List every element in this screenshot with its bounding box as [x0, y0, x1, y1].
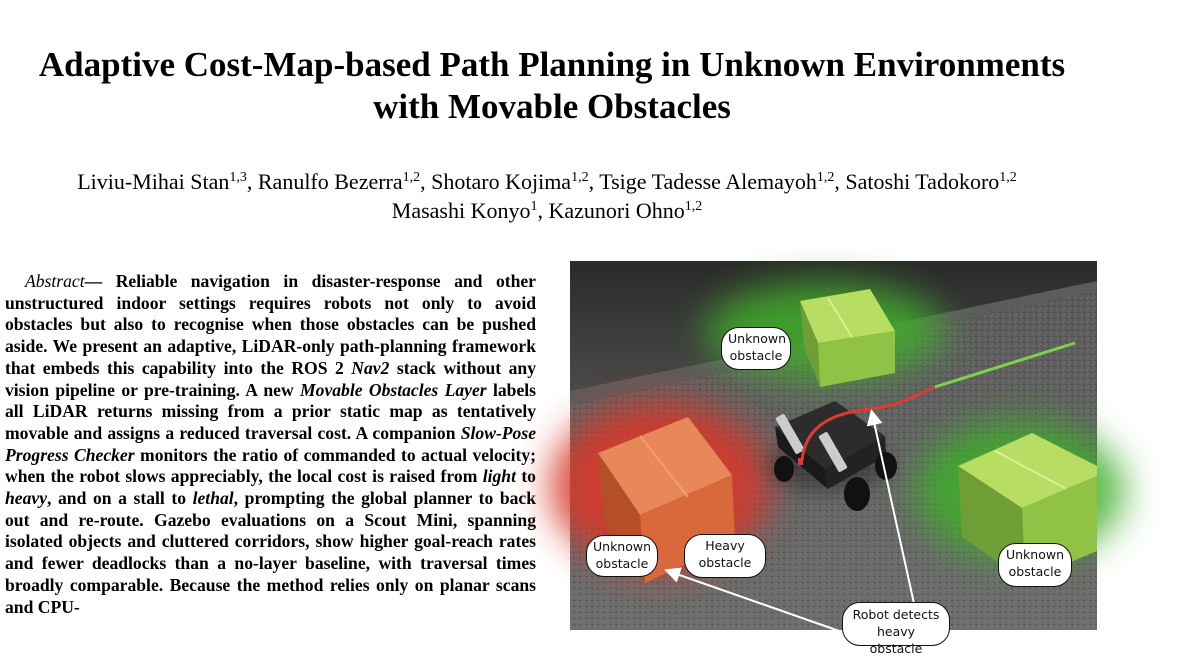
abstract-segment: , and on a stall to [47, 488, 193, 509]
author-name: Liviu-Mihai Stan [77, 169, 230, 194]
author-affiliation: 1,2 [684, 199, 703, 214]
author-name: Kazunori Ohno [548, 198, 685, 223]
callout-text: Heavy obstacle [698, 538, 752, 570]
abstract-segment: labels all LiDAR returns missing from a prior static map as tentatively movable and assigns a reduced traversal cost. A companion [5, 379, 536, 443]
abstract-segment: heavy [5, 488, 48, 509]
author-affiliation: 1,2 [999, 170, 1017, 185]
author-affiliation: 1,3 [229, 170, 247, 185]
author-affiliation: 1,2 [402, 170, 421, 185]
authors-line-2 [0, 196, 1094, 225]
title-line-2: with Movable Obstacles [373, 87, 731, 126]
abstract-segment: light [482, 466, 516, 487]
author-name: Masashi Konyo [391, 198, 531, 223]
author-separator: , [420, 169, 432, 194]
abstract-segment: Slow-Pose Progress Checker [5, 422, 536, 465]
abstract-segment: stack without any vision pipeline or pre-training. A new [5, 357, 536, 400]
author-separator: , [834, 169, 846, 194]
abstract-segment: Reliable navigation in disaster-response and other unstructured indoor settings requires robots not only to avoid obstacles but also to recognise when those obstacles can be pushed aside. We present an adaptive, LiDAR-only path-planning framework that embeds this capability into the ROS 2 [5, 271, 536, 378]
callout-unknown-obstacle-left [586, 535, 658, 577]
author-name: Ranulfo Bezerra [257, 169, 403, 194]
author-separator: , [246, 169, 258, 194]
author-name: Shotaro Kojima [431, 169, 572, 194]
author-affiliation: 1,2 [816, 170, 835, 185]
author-affiliation: 1 [530, 199, 538, 214]
callout-unknown-obstacle-top [721, 327, 791, 370]
abstract-label: Abstract [25, 271, 85, 291]
abstract-segment: Nav2 [351, 357, 390, 378]
abstract-segment: , prompting the global planner to back out and re-route. Gazebo evaluations on a Scout Mini, spanning isolated objects and cluttered corridors, show higher goal-reach rates and fewer deadlocks than a no-layer baseline, with traversal times broadly comparable. Because the method relies only on planar scans and CPU- [5, 488, 536, 617]
abstract-segment: Movable Obstacles Layer [300, 379, 487, 400]
abstract-body [5, 271, 536, 617]
authors-line-1 [0, 167, 1094, 196]
title-line-1: Adaptive Cost-Map-based Path Planning in Unknown Environments [38, 45, 1066, 84]
author-affiliation: 1,2 [571, 170, 589, 185]
callout-heavy-obstacle [684, 534, 766, 578]
figure-robot-scene [570, 261, 1097, 656]
paper-title [0, 44, 1104, 128]
callout-text: Robot detects heavy obstacle [852, 607, 940, 656]
abstract-segment: monitors the ratio of commanded to actual velocity; when the robot slows appreciably, the local cost is raised from [5, 444, 536, 487]
author-separator: , [537, 198, 549, 223]
abstract-segment: lethal [192, 488, 234, 509]
callout-robot-detects [842, 602, 950, 656]
callout-text: Unknown obstacle [1005, 547, 1065, 579]
abstract-segment: to [515, 466, 536, 487]
callout-unknown-obstacle-right [998, 543, 1072, 587]
callout-text: Unknown obstacle [593, 539, 652, 571]
abstract [5, 271, 536, 630]
author-name: Tsige Tadesse Alemayoh [599, 169, 817, 194]
abstract-dash: — [84, 271, 103, 291]
author-list [0, 167, 1094, 225]
author-name: Satoshi Tadokoro [845, 169, 1000, 194]
author-separator: , [588, 169, 600, 194]
callout-text: Unknown obstacle [728, 331, 787, 363]
